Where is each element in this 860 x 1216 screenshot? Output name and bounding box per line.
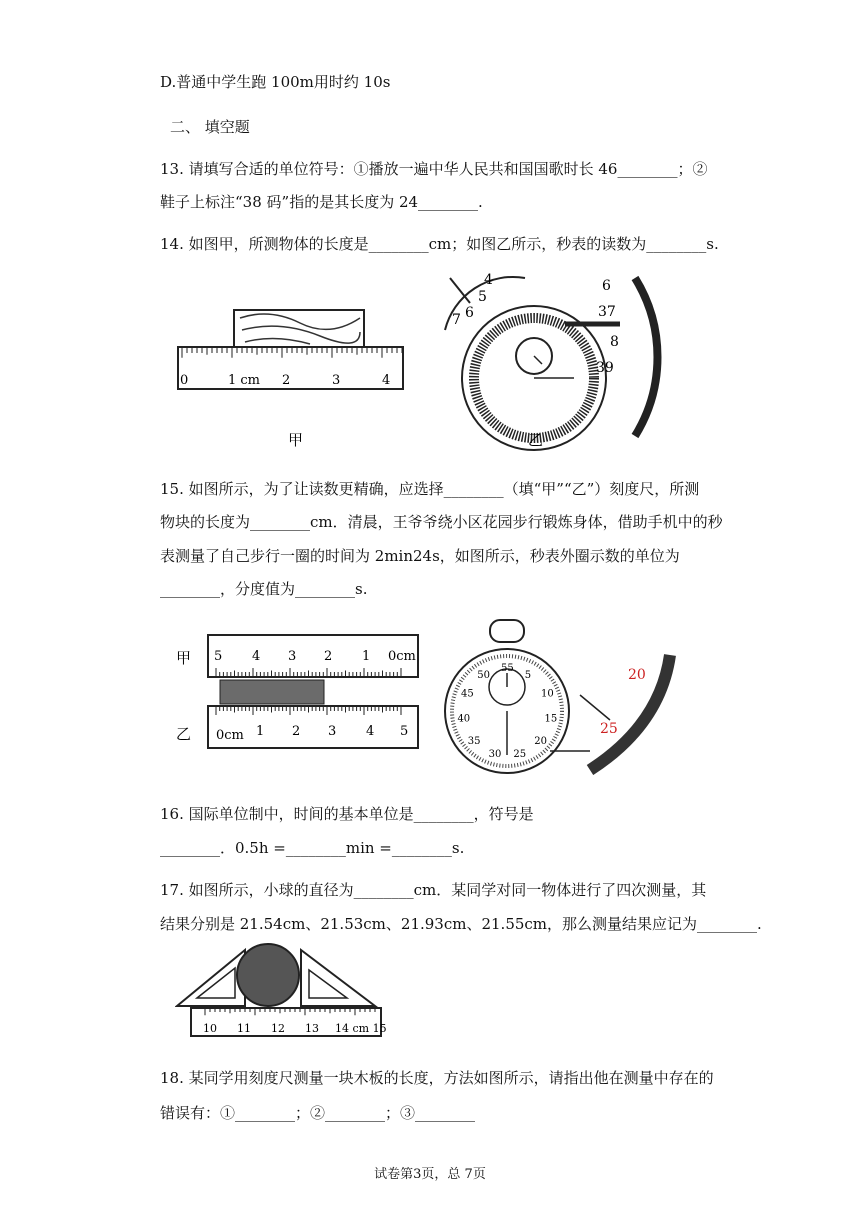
stopwatch-fig15 [445, 620, 590, 773]
ruler-yi [176, 706, 418, 748]
ruler14-label-4: 4 [382, 373, 391, 388]
dial-number: 30 [488, 749, 502, 761]
jia-tick-4: 4 [252, 649, 261, 664]
q17-line1: 17. 如图所示，小球的直径为________cm．某同学对同一物体进行了四次测量，其 [160, 881, 707, 899]
q13-line1: 13. 请填写合适的单位符号：①播放一遍中华人民共和国国歌时长 46________；② [160, 160, 708, 178]
ruler14-label-3: 3 [332, 373, 341, 388]
dial-number: 25 [513, 749, 527, 761]
small-dial-6: 6 [465, 305, 474, 321]
dial-number: 40 [457, 713, 471, 725]
dial-number: 10 [541, 688, 554, 700]
figure-17 [175, 940, 395, 1040]
dial-number: 35 [467, 735, 481, 747]
caption-yi-14: 乙 [528, 431, 544, 449]
stopwatch-fig14 [445, 272, 657, 450]
jia-tick-5: 5 [214, 649, 223, 664]
ruler-jia [176, 635, 418, 677]
q15-line4: ________，分度值为________s. [160, 580, 368, 598]
q14-line: 14. 如图甲，所测物体的长度是________cm；如图乙所示，秒表的读数为________s. [160, 235, 719, 253]
q13-line2: 鞋子上标注“38 码”指的是其长度为 24________. [160, 193, 483, 211]
dial-number: 20 [534, 735, 547, 747]
q15-line3: 表测量了自己步行一圈的时间为 2min24s，如图所示，秒表外圈示数的单位为 [160, 547, 680, 565]
q16-line1: 16. 国际单位制中，时间的基本单位是________，符号是 [160, 805, 534, 823]
triangle-left [177, 950, 245, 1006]
jia-tick-0: 0cm [388, 649, 416, 664]
dial-number: 5 [524, 669, 532, 681]
ruler-jia-label: 甲 [176, 649, 192, 667]
yi-tick-0: 0cm [216, 728, 244, 743]
q16-line2: ________．0.5h =________min =________s. [160, 839, 465, 857]
small-dial-4: 4 [484, 272, 493, 288]
small-dial-7: 7 [452, 312, 461, 328]
small-dial-5: 5 [478, 289, 487, 305]
r17-tick-13: 13 [305, 1022, 319, 1035]
scale-label-25: 25 [600, 721, 618, 737]
big-dial-37: 37 [598, 304, 616, 320]
q15-line2: 物块的长度为________cm．清晨，王爷爷绕小区花园步行锻炼身体，借助手机中的秒 [160, 513, 723, 531]
figure-14 [170, 268, 670, 453]
dial-number: 50 [477, 669, 490, 681]
section-heading: 二、 填空题 [170, 118, 250, 136]
ruler-fig14 [178, 347, 403, 389]
ball [237, 944, 299, 1006]
scale-arc-15 [580, 655, 670, 770]
scale-label-20: 20 [628, 667, 646, 683]
q15-line1: 15. 如图所示，为了让读数更精确，应选择________（填“甲”“乙”）刻度尺，所测 [160, 480, 700, 498]
dial-number: 15 [544, 713, 558, 725]
r17-tick-11: 11 [237, 1022, 251, 1035]
block-15 [220, 680, 324, 704]
dial-number: 45 [460, 688, 474, 700]
ruler-yi-label: 乙 [176, 725, 192, 743]
big-dial-8: 8 [610, 334, 619, 350]
ruler14-label-0: 0 [180, 373, 189, 388]
big-dial-6: 6 [602, 278, 611, 294]
triangle-right [301, 950, 375, 1006]
q18-line1: 18. 某同学用刻度尺测量一块木板的长度，方法如图所示，请指出他在测量中存在的 [160, 1069, 714, 1087]
yi-tick-2: 2 [292, 724, 301, 739]
option-d: D.普通中学生跑 100m用时约 10s [160, 73, 391, 91]
jia-tick-3: 3 [288, 649, 297, 664]
big-dial-39: 39 [596, 360, 614, 376]
jia-tick-1: 1 [362, 649, 371, 664]
yi-tick-3: 3 [328, 724, 337, 739]
yi-tick-1: 1 [256, 724, 265, 739]
yi-tick-4: 4 [366, 724, 375, 739]
r17-tick-10: 10 [203, 1022, 217, 1035]
dial-number: 55 [501, 663, 514, 674]
q17-line2: 结果分别是 21.54cm、21.53cm、21.93cm、21.55cm，那么测量结果应记为________. [160, 915, 762, 933]
ruler14-label-1: 1 cm [228, 373, 261, 388]
r17-tick-14: 14 cm 15 [335, 1022, 387, 1035]
ruler14-label-2: 2 [282, 373, 291, 388]
figure-15 [170, 615, 690, 775]
page-footer: 试卷第3页，总 7页 [374, 1167, 486, 1182]
caption-jia-14: 甲 [288, 431, 304, 449]
ruler-fig17 [191, 1008, 387, 1036]
yi-tick-5: 5 [400, 724, 409, 739]
r17-tick-12: 12 [271, 1022, 285, 1035]
q18-line2: 错误有：①________；②________；③________ [160, 1104, 476, 1122]
wood-block [234, 310, 364, 347]
jia-tick-2: 2 [324, 649, 333, 664]
